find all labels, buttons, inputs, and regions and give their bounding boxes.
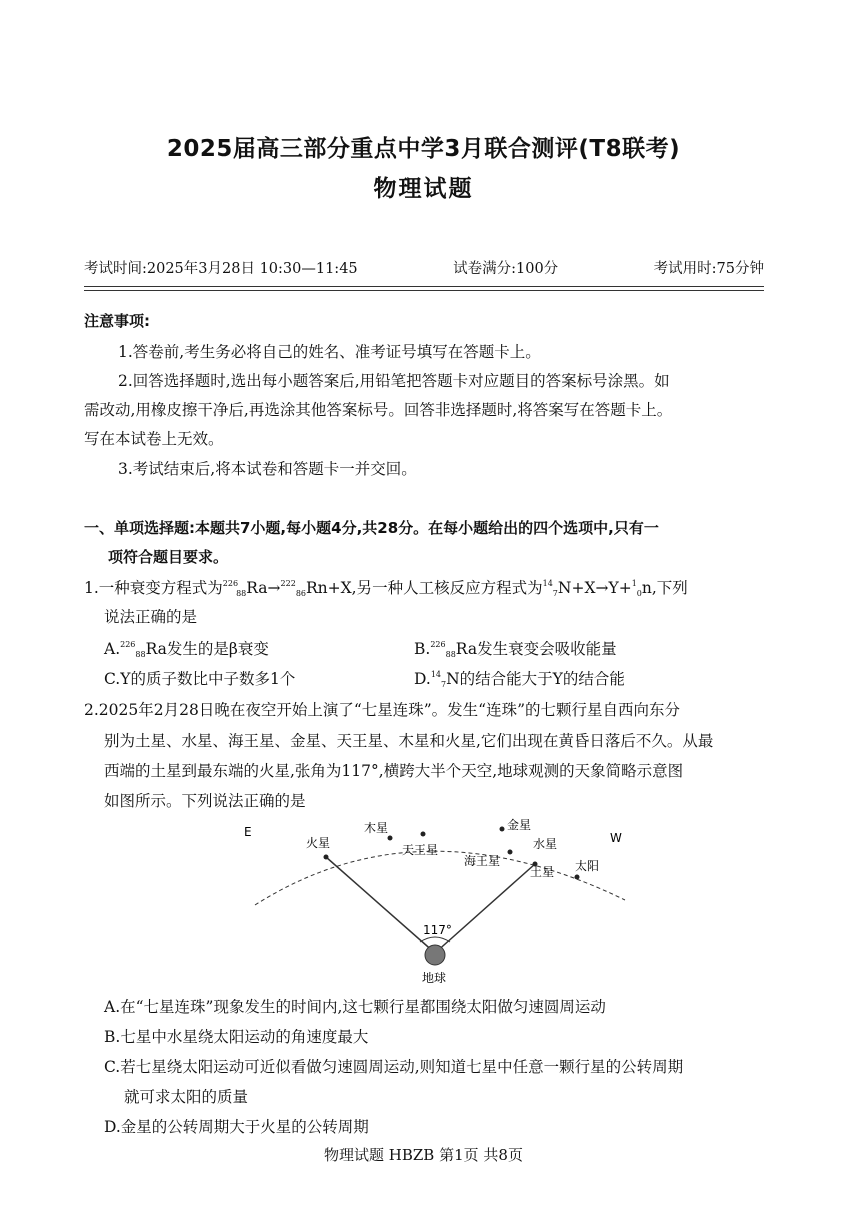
notice-item: 1.答卷前,考生务必将自己的姓名、准考证号填写在答题卡上。 bbox=[118, 343, 541, 361]
option-c[interactable]: C.若七星绕太阳运动可近似看做匀速圆周运动,则知道七星中任意一颗行星的公转周期 bbox=[104, 1058, 684, 1076]
duration: 考试用时:75分钟 bbox=[653, 261, 764, 277]
exam-time: 考试时间:2025年3月28日 10:30—11:45 bbox=[84, 261, 358, 277]
divider bbox=[84, 290, 764, 291]
jupiter-label: 木星 bbox=[364, 821, 389, 835]
ra-mass: 226 bbox=[222, 579, 239, 588]
page-title: 2025届高三部分重点中学3月联合测评(T8联考) bbox=[166, 136, 681, 162]
notice-heading: 注意事项: bbox=[84, 312, 150, 330]
saturn-label: 土星 bbox=[530, 865, 555, 879]
question-1-stem: 1.一种衰变方程式为$^{226}_{88}$Ra→$^{222}_{86}$Rn+X,另一种人工核反应方程式为$^{14}_7$N+X→Y+$^1_0$n,下列 bbox=[84, 579, 688, 598]
exam-info bbox=[84, 257, 764, 278]
sight-line bbox=[326, 857, 435, 953]
angle-label: 117° bbox=[423, 923, 452, 937]
option-d[interactable]: D.$^{14}_7$N的结合能大于Y的结合能 bbox=[414, 670, 625, 689]
question-2-stem: 如图所示。下列说法正确的是 bbox=[104, 792, 306, 810]
question-2-stem: 别为土星、水星、海王星、金星、天王星、木星和火星,它们出现在黄昏日落后不久。从最 bbox=[104, 732, 714, 750]
venus-label: 金星 bbox=[507, 818, 532, 832]
mars-dot bbox=[324, 855, 329, 860]
section-heading: 一、单项选择题:本题共7小题,每小题4分,共28分。在每小题给出的四个选项中,只有一 bbox=[84, 519, 659, 537]
west-label: W bbox=[610, 831, 622, 845]
divider bbox=[84, 286, 764, 287]
neutron-z: 0 bbox=[636, 589, 642, 598]
angle-arc bbox=[420, 937, 450, 942]
sky-diagram bbox=[230, 810, 650, 990]
mercury-label: 水星 bbox=[533, 837, 558, 851]
option-a[interactable]: A.在“七星连珠”现象发生的时间内,这七颗行星都围绕太阳做匀速圆周运动 bbox=[104, 998, 606, 1016]
uranus-dot bbox=[421, 832, 426, 837]
neptune-dot bbox=[508, 850, 513, 855]
option-c-cont: 就可求太阳的质量 bbox=[124, 1088, 249, 1106]
venus-dot bbox=[500, 827, 505, 832]
earth-icon bbox=[425, 945, 445, 965]
page-footer: 物理试题 HBZB 第1页 共8页 bbox=[324, 1146, 523, 1164]
notice-item: 需改动,用橡皮擦干净后,再选涂其他答案标号。回答非选择题时,将答案写在答题卡上。 bbox=[84, 401, 673, 419]
ra-z: 88 bbox=[236, 589, 247, 598]
sun-label: 太阳 bbox=[575, 859, 600, 873]
neutron-mass: 1 bbox=[631, 579, 637, 588]
option-b[interactable]: B.七星中水星绕太阳运动的角速度最大 bbox=[104, 1028, 369, 1046]
option-b[interactable]: B.$^{226}_{88}$Ra发生衰变会吸收能量 bbox=[414, 640, 617, 659]
notice-item: 2.回答选择题时,选出每小题答案后,用铅笔把答题卡对应题目的答案标号涂黑。如 bbox=[118, 372, 670, 390]
n-mass: 14 bbox=[542, 579, 553, 588]
neptune-label: 海王星 bbox=[464, 854, 501, 868]
option-d[interactable]: D.金星的公转周期大于火星的公转周期 bbox=[104, 1118, 369, 1136]
east-label: E bbox=[244, 825, 252, 839]
mars-label: 火星 bbox=[306, 836, 331, 850]
question-2-stem: 西端的土星到最东端的火星,张角为117°,横跨大半个天空,地球观测的天象简略示意图 bbox=[104, 762, 684, 780]
question-1-stem: 说法正确的是 bbox=[104, 608, 198, 626]
page-subtitle: 物理试题 bbox=[373, 176, 474, 202]
jupiter-dot bbox=[388, 836, 393, 841]
n-z: 7 bbox=[552, 589, 558, 598]
earth-label: 地球 bbox=[422, 971, 447, 985]
rn-z: 86 bbox=[295, 589, 306, 598]
option-c[interactable]: C.Y的质子数比中子数多1个 bbox=[104, 670, 296, 688]
rn-mass: 222 bbox=[280, 579, 296, 588]
ecliptic-arc bbox=[255, 851, 625, 905]
section-heading: 项符合题目要求。 bbox=[108, 548, 229, 566]
question-2-stem: 2.2025年2月28日晚在夜空开始上演了“七星连珠”。发生“连珠”的七颗行星自西向东分 bbox=[84, 701, 681, 719]
notice-item: 写在本试卷上无效。 bbox=[84, 430, 224, 448]
sun-dot bbox=[575, 875, 580, 880]
full-score: 试卷满分:100分 bbox=[453, 261, 559, 277]
notice-item: 3.考试结束后,将本试卷和答题卡一并交回。 bbox=[118, 460, 417, 478]
sight-line bbox=[435, 864, 535, 953]
uranus-label: 天王星 bbox=[402, 843, 439, 857]
option-a[interactable]: A.$^{226}_{88}$Ra发生的是β衰变 bbox=[104, 640, 269, 659]
